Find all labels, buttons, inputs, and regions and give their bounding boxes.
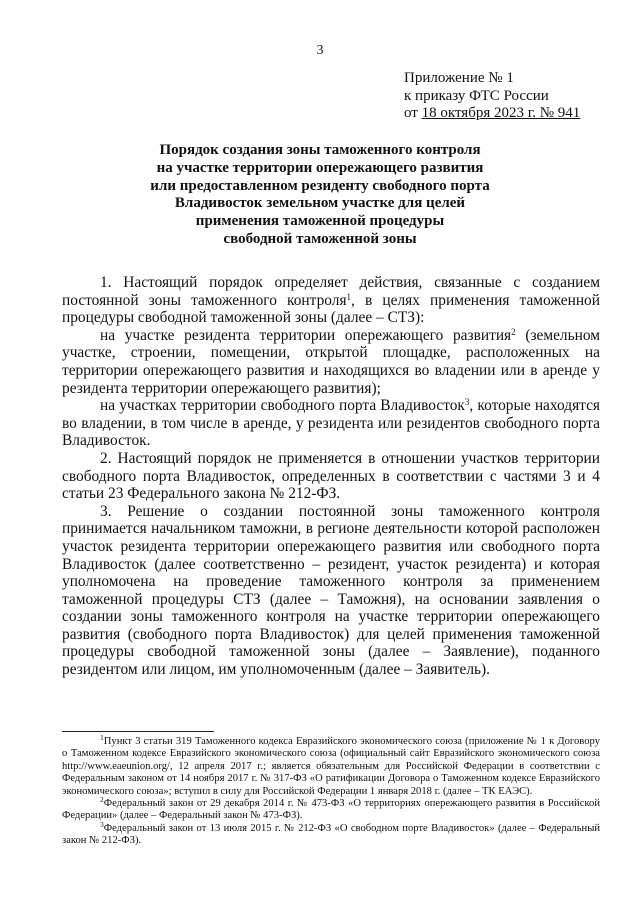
appendix-date-prefix: от: [404, 105, 422, 121]
paragraph-3: 3. Решение о создании постоянной зоны таможенного контроля принимается начальником таможни, в регионе деятельности которой расположен участок резидента территории опережающего развития или свободного порта Владивосток (далее соответственно – резидент, участок резидента) и которая уполномочена на проведение таможенного контроля за применением таможенной процедуры СТЗ (далее – Таможня), на основании заявления о создании зоны таможенного контроля на участке территории опережающего развития (свободного порта Владивосток) для целей применения таможенной процедуры свободной таможенной зоны (далее – Заявление), поданного резидентом или лицом, им уполномоченным (далее – Заявитель).: [62, 502, 600, 679]
footnotes: [62, 733, 600, 848]
title-line: на участке территории опережающего развития: [156, 159, 484, 176]
document-title: [100, 142, 540, 249]
appendix-line-1: Приложение № 1: [404, 70, 514, 86]
footnote-ref-3: 3: [464, 397, 470, 408]
footnote: [62, 795, 600, 823]
page-number: 3: [316, 43, 324, 58]
footnote-number: 3: [100, 819, 104, 829]
footnote-separator: [62, 731, 214, 732]
appendix-header: [404, 70, 580, 123]
paragraph-1: [62, 274, 600, 327]
footnote: [62, 733, 600, 798]
appendix-date: 18 октября 2023 г.: [421, 105, 536, 121]
footnote-text: Федеральный закон от 13 июля 2015 г. № 212-ФЗ «О свободном порте Владивосток» (далее – Федеральный закон № 212-ФЗ).: [62, 822, 600, 847]
paragraph-1-text: 1. Настоящий порядок определяет действия, связанные с созданием постоянной зоны таможенного контроля: [62, 274, 600, 309]
paragraph-1-item-b: [62, 397, 600, 450]
appendix-line-3: [404, 105, 580, 123]
paragraph-2: 2. Настоящий порядок не применяется в отношении участков территории свободного порта Владивосток, определенных в соответствии с частями 3 и 4 статьи 23 Федерального закона № 212-ФЗ.: [62, 449, 600, 503]
paragraph-1-text-cont: , в целях применения таможенной процедуры свободной таможенной зоны (далее – СТЗ):: [62, 291, 600, 327]
item-b-text-cont: , которые находятся во владении, в том числе в аренде, у резидента или резидентов свободного порта Владивосток.: [62, 397, 600, 450]
title-line: Порядок создания зоны таможенного контроля: [159, 142, 481, 158]
title-line: или предоставленном резиденту свободного порта: [150, 177, 490, 194]
title-line: Владивосток земельном участке для целей: [174, 195, 466, 212]
footnote-ref-1: 1: [346, 291, 352, 302]
document-body: [62, 274, 600, 679]
footnote-number: 1: [100, 733, 104, 742]
title-line: применения таможенной процедуры: [195, 213, 445, 230]
title-line: свободной таможенной зоны: [223, 230, 417, 247]
item-a-text: на участке резидента территории опережающего развития: [100, 326, 512, 344]
footnote-text: Федеральный закон от 29 декабря 2014 г. № 473-ФЗ «О территориях опережающего развития в Российской Федерации» (далее – Федеральный закон № 473-ФЗ).: [62, 798, 600, 822]
appendix-order-number: № 941: [535, 105, 581, 121]
paragraph-1-item-a: [62, 327, 600, 397]
footnote-ref-2: 2: [511, 326, 516, 337]
item-b-text: на участках территории свободного порта Владивосток: [100, 397, 465, 415]
item-a-text-cont: (земельном участке, строении, помещении, открытой площадке, расположенных на территории опережающего развития и находящихся во владении или в аренде у резидента территории опережающего развития);: [62, 326, 600, 397]
footnote: [62, 819, 600, 848]
footnote-text: Пункт 3 статьи 319 Таможенного кодекса Евразийского экономического союза (приложение № 1 к Договору о Таможенном кодексе Евразийского экономического союза (официальный сайт Евразийского экономического союза http://www.eaeunion.org/, 12 апреля 2017 г.; является обязательным для Российской Федерации в соответствии с Федеральным законом от 14 ноября 2017 г. № 317-ФЗ «О ратификации Договора о Таможенном кодексе Евразийского экономического союза»; вступил в силу для Российской Федерации 1 января 2018 г. (далее – ТК ЕАЭС).: [62, 736, 600, 797]
appendix-line-2: к приказу ФТС России: [404, 87, 549, 104]
footnote-number: 2: [100, 795, 104, 805]
